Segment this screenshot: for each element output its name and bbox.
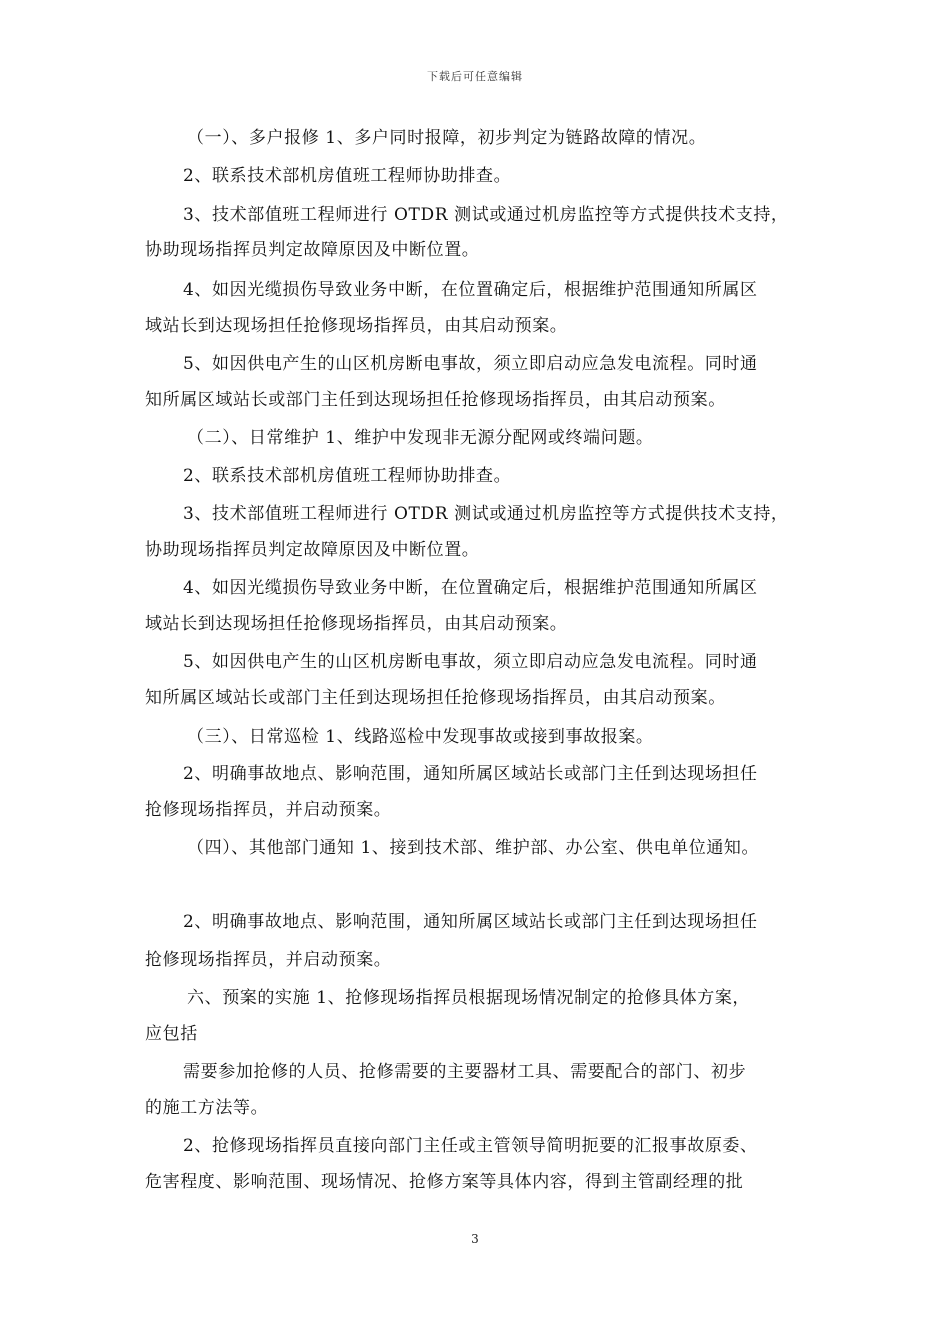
text-line: 5、如因供电产生的山区机房断电事故，须立即启动应急发电流程。同时通 bbox=[183, 354, 758, 374]
text-line: 域站长到达现场担任抢修现场指挥员，由其启动预案。 bbox=[145, 316, 568, 336]
text-line: 域站长到达现场担任抢修现场指挥员，由其启动预案。 bbox=[145, 614, 568, 634]
text-line: 抢修现场指挥员，并启动预案。 bbox=[145, 800, 392, 820]
page-number: 3 bbox=[471, 1232, 479, 1246]
text-line: （三）、日常巡检 1、线路巡检中发现事故或接到事故报案。 bbox=[187, 727, 654, 747]
text-line: 协助现场指挥员判定故障原因及中断位置。 bbox=[145, 540, 480, 560]
text-line: 的施工方法等。 bbox=[145, 1098, 269, 1118]
text-line: 2、明确事故地点、影响范围，通知所属区域站长或部门主任到达现场担任 bbox=[183, 912, 758, 932]
text-line: 2、联系技术部机房值班工程师协助排查。 bbox=[183, 166, 512, 186]
text-line: 协助现场指挥员判定故障原因及中断位置。 bbox=[145, 240, 480, 260]
text-line: 抢修现场指挥员，并启动预案。 bbox=[145, 950, 392, 970]
text-line: 2、抢修现场指挥员直接向部门主任或主管领导简明扼要的汇报事故原委、 bbox=[183, 1136, 758, 1156]
text-line: 4、如因光缆损伤导致业务中断，在位置确定后，根据维护范围通知所属区 bbox=[183, 578, 758, 598]
text-line: 3、技术部值班工程师进行 OTDR 测试或通过机房监控等方式提供技术支持， bbox=[183, 504, 789, 524]
text-line: （四）、其他部门通知 1、接到技术部、维护部、办公室、供电单位通知。 bbox=[187, 838, 760, 858]
text-line: 危害程度、影响范围、现场情况、抢修方案等具体内容，得到主管副经理的批 bbox=[145, 1172, 744, 1192]
text-line: 知所属区域站长或部门主任到达现场担任抢修现场指挥员，由其启动预案。 bbox=[145, 688, 726, 708]
text-line: 2、联系技术部机房值班工程师协助排查。 bbox=[183, 466, 512, 486]
text-line: 需要参加抢修的人员、抢修需要的主要器材工具、需要配合的部门、初步 bbox=[183, 1062, 747, 1082]
text-line: 应包括 bbox=[145, 1024, 198, 1044]
text-line: 六、预案的实施 1、抢修现场指挥员根据现场情况制定的抢修具体方案， bbox=[187, 988, 751, 1008]
text-line: 2、明确事故地点、影响范围，通知所属区域站长或部门主任到达现场担任 bbox=[183, 764, 758, 784]
text-line: 3、技术部值班工程师进行 OTDR 测试或通过机房监控等方式提供技术支持， bbox=[183, 205, 789, 225]
text-line: 知所属区域站长或部门主任到达现场担任抢修现场指挥员，由其启动预案。 bbox=[145, 390, 726, 410]
text-line: （二）、日常维护 1、维护中发现非无源分配网或终端问题。 bbox=[187, 428, 654, 448]
text-line: （一）、多户报修 1、多户同时报障，初步判定为链路故障的情况。 bbox=[187, 128, 707, 148]
header-note: 下载后可任意编辑 bbox=[427, 70, 523, 83]
text-line: 5、如因供电产生的山区机房断电事故，须立即启动应急发电流程。同时通 bbox=[183, 652, 758, 672]
text-line: 4、如因光缆损伤导致业务中断，在位置确定后，根据维护范围通知所属区 bbox=[183, 280, 758, 300]
